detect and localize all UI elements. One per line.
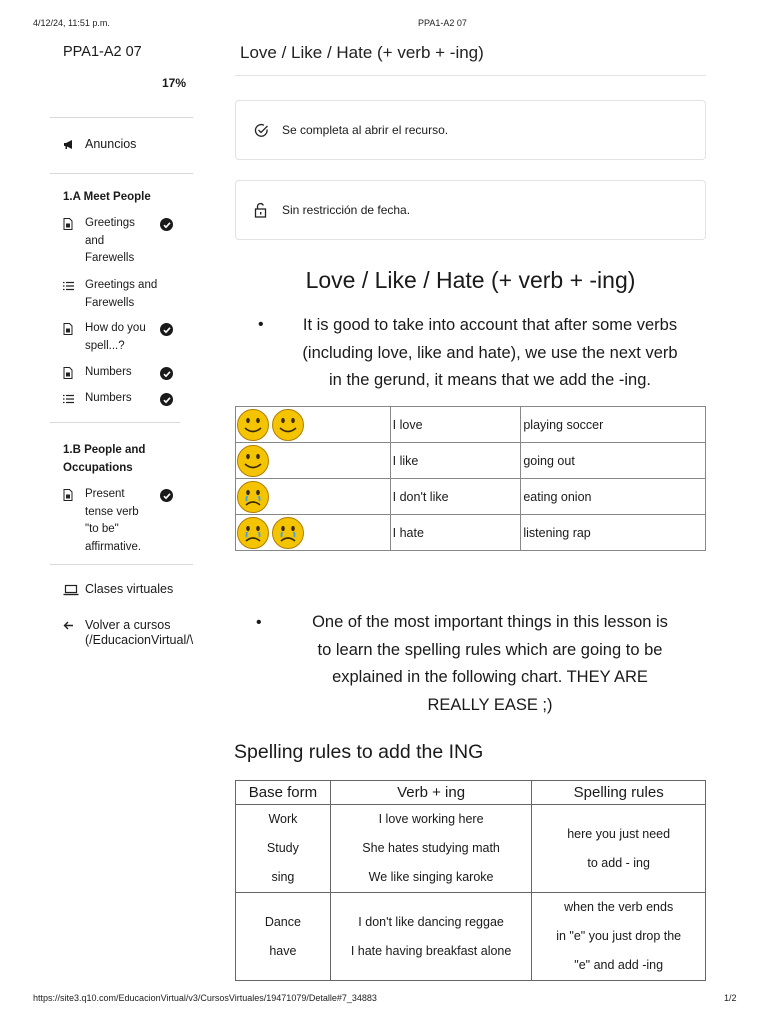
subject-cell: I like — [390, 443, 521, 479]
document-icon — [63, 215, 85, 268]
cell-line: here you just need — [567, 826, 671, 841]
emoji-cell — [236, 407, 391, 443]
activity-cell: eating onion — [521, 479, 706, 515]
column-header: Spelling rules — [532, 781, 706, 805]
paragraph-line: One of the most important things in this lesson is — [312, 613, 668, 631]
activity-cell: going out — [521, 443, 706, 479]
megaphone-icon — [63, 137, 85, 150]
cell-line: to add - ing — [587, 855, 650, 870]
item-label-line: Greetings and — [85, 279, 158, 291]
document-icon — [63, 364, 85, 386]
lesson-heading: Love / Like / Hate (+ verb + -ing) — [305, 267, 636, 293]
subject-cell: I don't like — [390, 479, 521, 515]
sidebar-item-greetings-farewells-list[interactable] — [63, 277, 170, 312]
list-icon — [63, 277, 85, 312]
item-label-line: Greetings — [85, 217, 135, 229]
happy-face-icon — [236, 408, 270, 442]
spelling-rules-table — [235, 780, 706, 981]
sad-face-icon — [236, 516, 270, 550]
emotion-table — [235, 406, 706, 551]
completed-check-icon — [160, 218, 173, 231]
completed-check-icon — [160, 323, 173, 336]
course-title: PPA1-A2 07 — [63, 44, 142, 60]
course-progress: 17% — [162, 76, 187, 90]
item-label-line: affirmative. — [85, 540, 142, 553]
sad-face-icon — [271, 516, 305, 550]
sidebar-item-present-tense-to-be[interactable] — [63, 486, 160, 556]
sidebar-divider — [50, 422, 180, 423]
activity-cell: listening rap — [521, 515, 706, 551]
bullet-dot: • — [258, 316, 264, 333]
back-link-url: (/EducacionVirtual/\ — [85, 633, 194, 647]
laptop-icon — [63, 582, 85, 596]
table-row — [236, 479, 706, 515]
title-divider — [235, 75, 706, 76]
section-title-meet-people[interactable]: 1.A Meet People — [63, 191, 151, 203]
subject-cell: I hate — [390, 515, 521, 551]
item-label-line: Numbers — [85, 366, 132, 378]
completed-check-icon — [160, 367, 173, 380]
spelling-intro-paragraph — [270, 609, 710, 719]
page-title: Love / Like / Hate (+ verb + -ing) — [240, 43, 484, 62]
paragraph-line: (including love, like and hate), we use the next verb — [302, 343, 678, 362]
item-label-line: Numbers — [85, 392, 132, 404]
cell-line: when the verb ends — [564, 900, 674, 914]
paragraph-line: to learn the spelling rules which are going to be — [317, 640, 663, 659]
subject-cell: I love — [390, 407, 521, 443]
completed-check-icon — [160, 393, 173, 406]
intro-paragraph — [270, 312, 710, 395]
bullet-dot: • — [256, 614, 262, 631]
cell-line: We like singing karoke — [368, 870, 494, 884]
happy-face-icon — [236, 444, 270, 478]
cell-line: have — [269, 943, 297, 958]
date-restriction-card — [235, 180, 706, 240]
print-page-number: 1/2 — [724, 993, 737, 1003]
completion-text: Se completa al abrir el recurso. — [282, 123, 449, 137]
cell-line: Study — [266, 841, 299, 855]
table-row — [236, 893, 706, 981]
sidebar-item-virtual-classes[interactable] — [63, 582, 173, 596]
table-row — [236, 443, 706, 479]
print-datetime: 4/12/24, 11:51 p.m. — [33, 18, 110, 28]
table-row — [236, 515, 706, 551]
document-icon — [63, 320, 85, 355]
cell-line: Work — [268, 812, 298, 826]
cell-line: "e" and add -ing — [574, 958, 664, 972]
sidebar-divider — [50, 117, 193, 118]
print-url: https://site3.q10.com/EducacionVirtual/v3/CursosVirtuales/19471079/Detalle#7_34883 — [33, 993, 377, 1003]
cell-line: sing — [271, 870, 295, 884]
item-label-line: "to be" — [85, 523, 119, 535]
document-icon — [63, 486, 85, 556]
cell-line: She hates studying math — [362, 841, 500, 855]
unlock-icon — [254, 202, 282, 218]
sad-face-icon — [236, 480, 270, 514]
arrow-left-icon — [63, 618, 85, 631]
sidebar-item-how-do-you-spell[interactable] — [63, 320, 160, 355]
sidebar-item-numbers[interactable] — [63, 364, 160, 386]
sidebar-divider — [50, 564, 193, 565]
cell-line: I love working here — [378, 812, 484, 826]
spelling-rule-cell — [532, 893, 706, 981]
emoji-cell — [236, 479, 391, 515]
back-to-courses-link[interactable] — [63, 618, 203, 648]
cell-line: Dance — [264, 914, 301, 929]
sidebar-item-greetings-farewells[interactable] — [63, 215, 160, 268]
spelling-heading: Spelling rules to add the ING — [234, 741, 484, 763]
date-restriction-text: Sin restricción de fecha. — [282, 203, 411, 217]
table-row — [236, 805, 706, 893]
sidebar-item-label: Anuncios — [85, 137, 137, 151]
base-form-cell — [236, 805, 331, 893]
cell-line: I don't like dancing reggae — [358, 914, 504, 929]
back-link-label: Volver a cursos — [85, 618, 171, 632]
cell-line: I hate having breakfast alone — [350, 943, 512, 958]
sidebar-item-numbers-list[interactable] — [63, 390, 160, 411]
item-label-line: Farewells — [85, 296, 135, 309]
column-header: Base form — [236, 781, 331, 805]
spelling-rule-cell — [532, 805, 706, 893]
paragraph-line: in the gerund, it means that we add the -ing. — [329, 371, 651, 389]
sidebar-item-announcements[interactable] — [63, 137, 136, 151]
section-title-line: Occupations — [63, 462, 133, 474]
section-title-line: 1.B People and — [63, 444, 146, 456]
check-circle-icon — [254, 123, 282, 138]
table-row — [236, 407, 706, 443]
item-label-line: spell...? — [85, 339, 125, 352]
item-label-line: Present — [85, 488, 125, 500]
emoji-cell — [236, 443, 391, 479]
item-label-line: tense verb — [85, 505, 139, 518]
paragraph-line: It is good to take into account that after some verbs — [302, 316, 678, 334]
sidebar-divider — [50, 173, 193, 174]
activity-cell: playing soccer — [521, 407, 706, 443]
verb-ing-cell — [330, 805, 532, 893]
emoji-cell — [236, 515, 391, 551]
happy-face-icon — [271, 408, 305, 442]
list-icon — [63, 390, 85, 411]
item-label-line: and — [85, 234, 105, 247]
column-header: Verb + ing — [330, 781, 532, 805]
base-form-cell — [236, 893, 331, 981]
completed-check-icon — [160, 489, 173, 502]
verb-ing-cell — [330, 893, 532, 981]
paragraph-line: REALLY EASE ;) — [427, 695, 553, 714]
cell-line: in "e" you just drop the — [556, 929, 682, 943]
print-doc-title: PPA1-A2 07 — [418, 18, 467, 28]
sidebar-item-label: Clases virtuales — [85, 582, 174, 596]
item-label-line: Farewells — [85, 252, 135, 264]
item-label-line: How do you — [85, 322, 146, 334]
section-title-people-occupations[interactable] — [63, 441, 173, 477]
completion-card — [235, 100, 706, 160]
table-header-row — [236, 781, 706, 805]
paragraph-line: explained in the following chart. THEY ARE — [332, 668, 648, 686]
